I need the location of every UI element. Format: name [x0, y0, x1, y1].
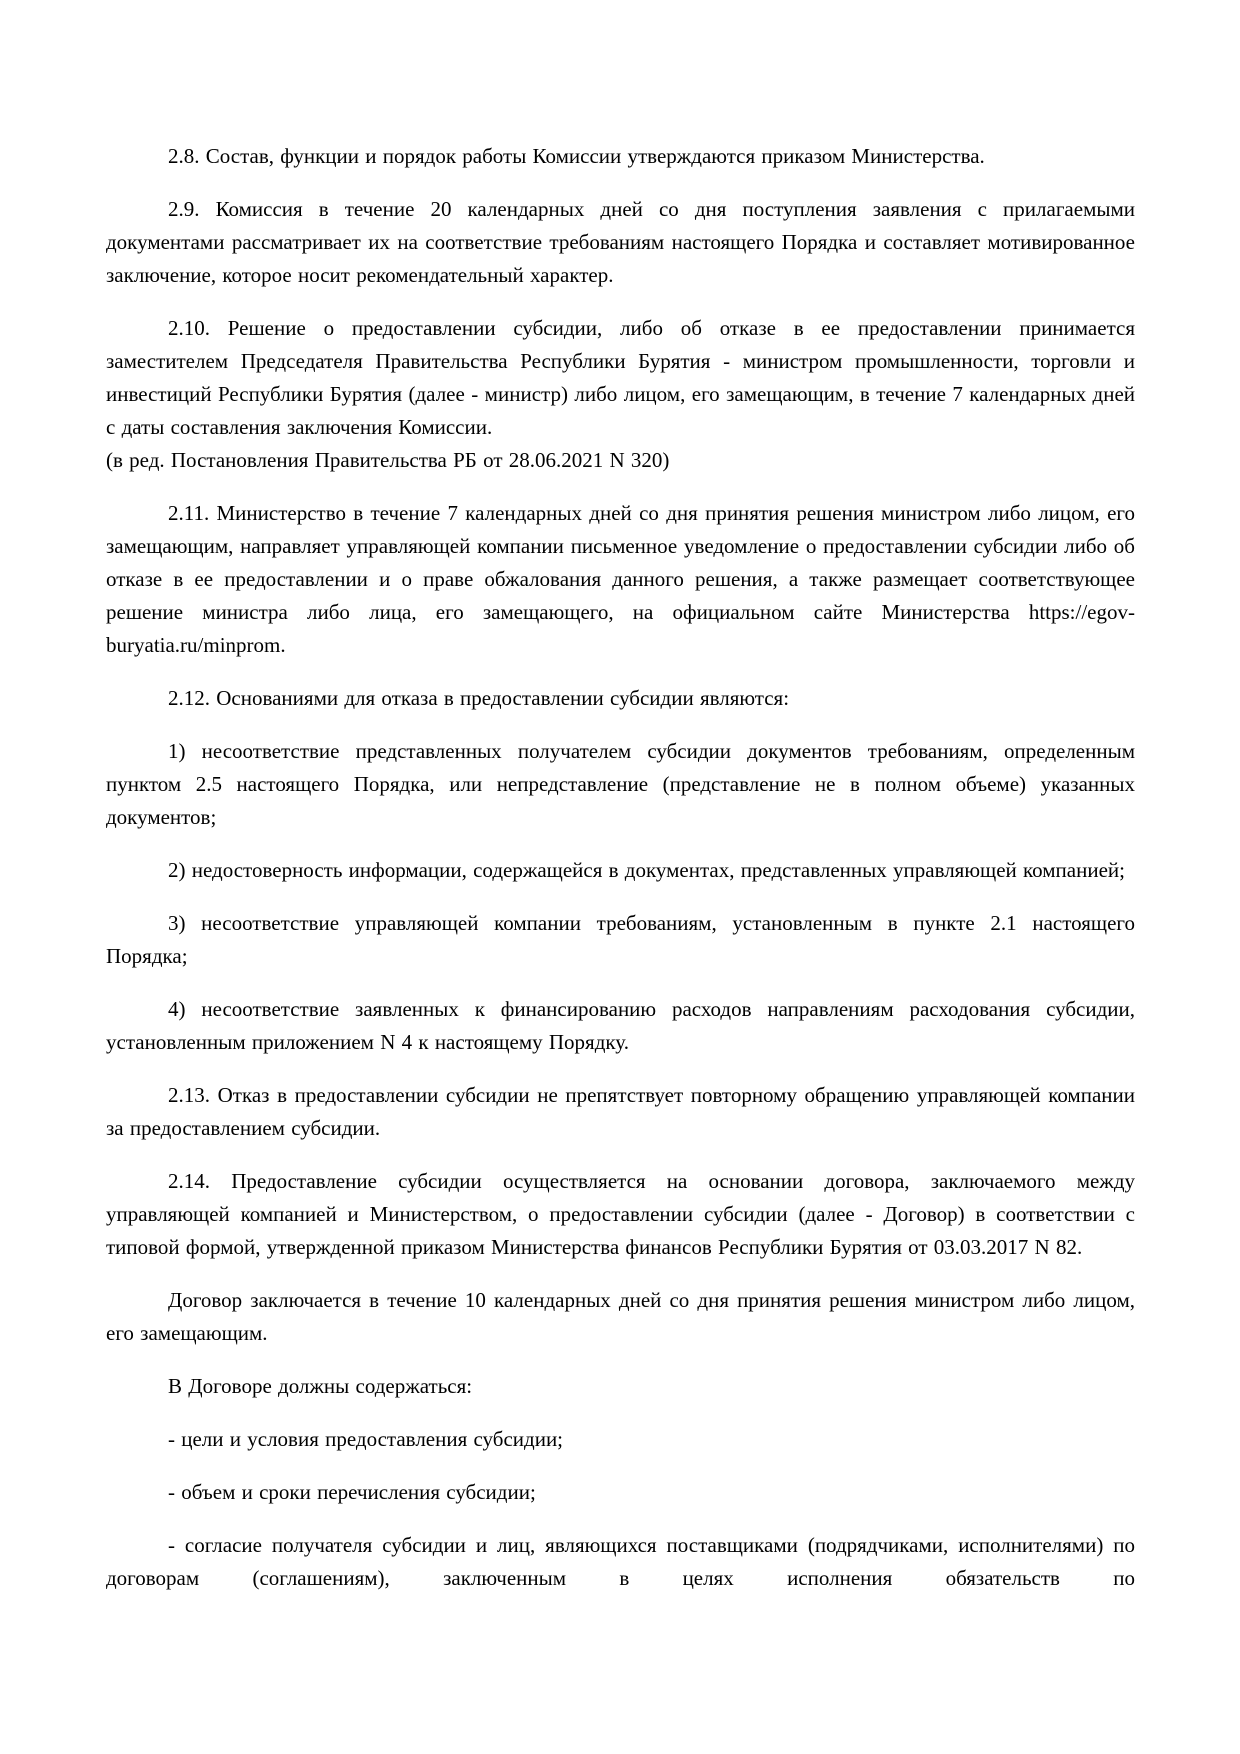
paragraph: 1) несоответствие представленных получателем субсидии документов требованиям, определенным пунктом 2.5 настоящего Порядка, или непредставление (представление не в полном объеме) указанных документов; [106, 739, 1135, 829]
paragraph: - объем и сроки перечисления субсидии; [168, 1480, 536, 1504]
edit-note-line: (в ред. Постановления Правительства РБ от 28.06.2021 N 320) [106, 448, 670, 472]
paragraph: 3) несоответствие управляющей компании требованиям, установленным в пункте 2.1 настоящего Порядка; [106, 911, 1135, 968]
paragraph: - цели и условия предоставления субсидии; [168, 1427, 564, 1451]
paragraph: 2.10. Решение о предоставлении субсидии, либо об отказе в ее предоставлении принимается заместителем Председателя Правительства Республики Бурятия - министром промышленности, торговли и инвестиций Республики Бурятия (далее - министр) либо лицом, его замещающим, в течение 7 календарных дней с даты составления заключения Комиссии. [106, 316, 1135, 439]
paragraph: Договор заключается в течение 10 календарных дней со дня принятия решения министром либо лицом, его замещающим. [106, 1288, 1135, 1345]
paragraph: 2) недостоверность информации, содержащейся в документах, представленных управляющей компанией; [168, 858, 1125, 882]
paragraph: 2.14. Предоставление субсидии осуществляется на основании договора, заключаемого между управляющей компанией и Министерством, о предоставлении субсидии (далее - Договор) в соответствии с типовой формой, утвержденной приказом Министерства финансов Республики Бурятия от 03.03.2017 N 82. [106, 1169, 1135, 1259]
paragraph: - согласие получателя субсидии и лиц, являющихся поставщиками (подрядчиками, исполнителями) по договорам (соглашениям), заключенным в целях исполнения обязательств по [106, 1533, 1135, 1590]
paragraph: 2.8. Состав, функции и порядок работы Комиссии утверждаются приказом Министерства. [168, 144, 985, 168]
paragraph: 2.12. Основаниями для отказа в предоставлении субсидии являются: [168, 686, 790, 710]
paragraph: 2.9. Комиссия в течение 20 календарных дней со дня поступления заявления с прилагаемыми документами рассматривает их на соответствие требованиям настоящего Порядка и составляет мотивированное заключение, которое носит рекомендательный характер. [106, 197, 1135, 287]
paragraph: 2.13. Отказ в предоставлении субсидии не препятствует повторному обращению управляющей компании за предоставлением субсидии. [106, 1083, 1135, 1140]
paragraph: 4) несоответствие заявленных к финансированию расходов направлениям расходования субсидии, установленным приложением N 4 к настоящему Порядку. [106, 997, 1135, 1054]
document-body [106, 140, 1135, 1595]
paragraph: В Договоре должны содержаться: [168, 1374, 473, 1398]
paragraph: 2.11. Министерство в течение 7 календарных дней со дня принятия решения министром либо лицом, его замещающим, направляет управляющей компании письменное уведомление о предоставлении субсидии либо об отказе в ее предоставлении и о праве обжалования данного решения, а также размещает соответствующее решение министра либо лица, его замещающего, на официальном сайте Министерства https://egov-buryatia.ru/minprom. [106, 501, 1135, 657]
